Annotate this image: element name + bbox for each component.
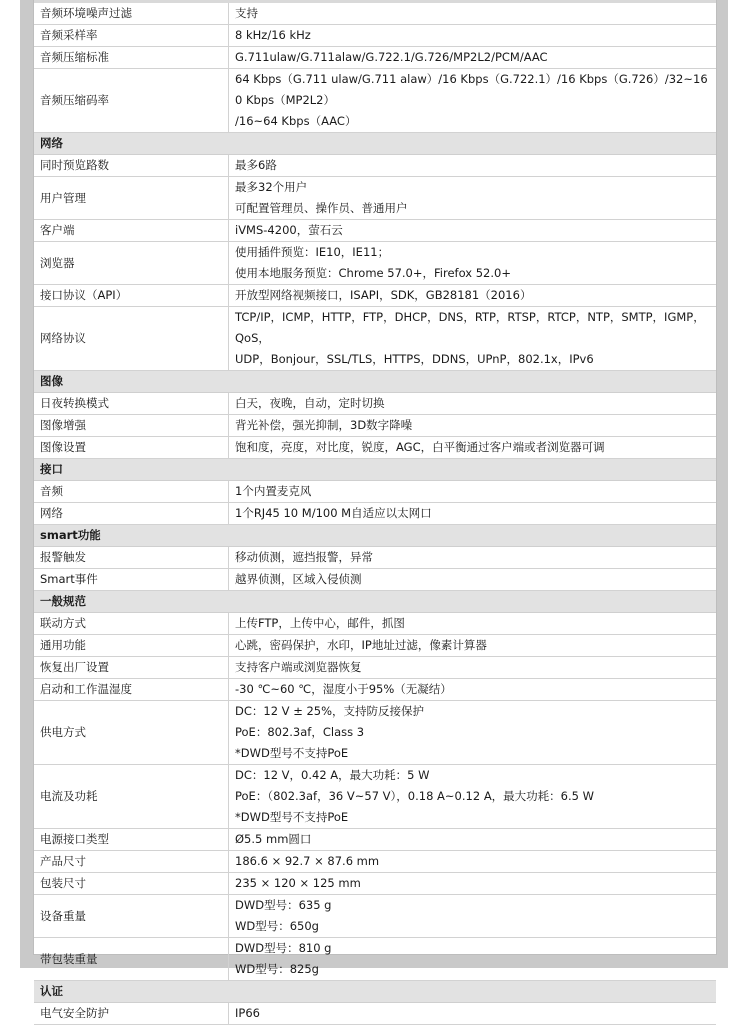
spec-value (229, 242, 717, 285)
spec-value-line: WD型号：825g (235, 962, 319, 976)
spec-value (229, 481, 717, 503)
spec-label: 网络 (34, 503, 229, 525)
spec-row (34, 873, 716, 895)
section-header (34, 591, 716, 613)
spec-row (34, 437, 716, 459)
spec-row (34, 177, 716, 220)
spec-label: 音频压缩码率 (34, 69, 229, 133)
spec-value (229, 765, 717, 829)
section-title: smart功能 (34, 525, 716, 547)
spec-value (229, 657, 717, 679)
spec-label: 音频采样率 (34, 25, 229, 47)
spec-value (229, 415, 717, 437)
spec-label: 联动方式 (34, 613, 229, 635)
spec-value-line: 上传FTP，上传中心，邮件，抓图 (235, 616, 405, 630)
spec-value-line: 使用插件预览：IE10，IE11； (235, 245, 390, 259)
spec-value (229, 547, 717, 569)
spec-value-line: 支持 (235, 6, 258, 20)
spec-label: 电流及功耗 (34, 765, 229, 829)
spec-label: Smart事件 (34, 569, 229, 591)
spec-row (34, 635, 716, 657)
spec-value (229, 1003, 717, 1025)
spec-value-line: UDP，Bonjour，SSL/TLS，HTTPS，DDNS，UPnP，802.1x，IPv6 (235, 352, 594, 366)
spec-label: 恢复出厂设置 (34, 657, 229, 679)
spec-row (34, 3, 716, 25)
spec-row (34, 481, 716, 503)
spec-label: 客户端 (34, 220, 229, 242)
section-header (34, 525, 716, 547)
spec-value-line: 白天，夜晚，自动，定时切换 (235, 396, 385, 410)
spec-row (34, 242, 716, 285)
spec-value (229, 3, 717, 25)
spec-row (34, 851, 716, 873)
spec-label: 电源接口类型 (34, 829, 229, 851)
spec-value-line: 心跳，密码保护，水印，IP地址过滤，像素计算器 (235, 638, 487, 652)
spec-label: 供电方式 (34, 701, 229, 765)
section-title: 图像 (34, 371, 716, 393)
spec-value-line: -30 ℃~60 ℃，湿度小于95%（无凝结） (235, 682, 452, 696)
spec-row (34, 765, 716, 829)
spec-row (34, 829, 716, 851)
spec-value-line: PoE：（802.3af，36 V~57 V），0.18 A~0.12 A，最大功耗：6.5 W (235, 789, 594, 803)
section-header (34, 133, 716, 155)
spec-value (229, 679, 717, 701)
spec-value-line: DWD型号：635 g (235, 898, 332, 912)
spec-label: 网络协议 (34, 307, 229, 371)
spec-value-line: DWD型号：810 g (235, 941, 332, 955)
spec-value-line: 8 kHz/16 kHz (235, 28, 311, 42)
spec-row (34, 1003, 716, 1025)
spec-value (229, 69, 717, 133)
spec-value-line: 越界侦测，区域入侵侦测 (235, 572, 362, 586)
spec-value (229, 220, 717, 242)
spec-value-line: 1个内置麦克风 (235, 484, 312, 498)
spec-value-line: 使用本地服务预览：Chrome 57.0+，Firefox 52.0+ (235, 266, 511, 280)
spec-value-line: DC：12 V ± 25%，支持防反接保护 (235, 704, 425, 718)
spec-value (229, 285, 717, 307)
spec-value (229, 851, 717, 873)
spec-label: 图像增强 (34, 415, 229, 437)
spec-value-line: 开放型网络视频接口，ISAPI，SDK，GB28181（2016） (235, 288, 532, 302)
spec-label: 图像设置 (34, 437, 229, 459)
spec-sheet (33, 0, 717, 1020)
spec-value (229, 437, 717, 459)
spec-row (34, 25, 716, 47)
page-frame (20, 0, 728, 1020)
spec-value (229, 155, 717, 177)
spec-value-line: 背光补偿，强光抑制，3D数字降噪 (235, 418, 413, 432)
spec-value-line: 235 × 120 × 125 mm (235, 876, 361, 890)
spec-label: 浏览器 (34, 242, 229, 285)
spec-value (229, 177, 717, 220)
section-title: 一般规范 (34, 591, 716, 613)
spec-label: 包装尺寸 (34, 873, 229, 895)
section-header (34, 371, 716, 393)
section-title: 认证 (34, 981, 716, 1003)
spec-label: 带包装重量 (34, 938, 229, 981)
spec-value (229, 393, 717, 415)
spec-row (34, 393, 716, 415)
spec-label: 音频 (34, 481, 229, 503)
spec-row (34, 679, 716, 701)
spec-label: 启动和工作温湿度 (34, 679, 229, 701)
spec-value-line: *DWD型号不支持PoE (235, 746, 349, 760)
section-header (34, 981, 716, 1003)
spec-table (34, 3, 716, 1025)
section-title: 网络 (34, 133, 716, 155)
spec-row (34, 613, 716, 635)
spec-value (229, 307, 717, 371)
spec-value-line: DC：12 V，0.42 A，最大功耗：5 W (235, 768, 430, 782)
spec-value (229, 895, 717, 938)
spec-value (229, 701, 717, 765)
spec-label: 用户管理 (34, 177, 229, 220)
spec-value-line: Ø5.5 mm圆口 (235, 832, 312, 846)
spec-row (34, 547, 716, 569)
spec-value-line: 可配置管理员、操作员、普通用户 (235, 201, 408, 215)
spec-value-line: 64 Kbps（G.711 ulaw/G.711 alaw）/16 Kbps（G.722.1）/16 Kbps（G.726）/32~160 Kbps（MP2L2） (235, 72, 708, 107)
spec-value (229, 938, 717, 981)
spec-value-line: 饱和度，亮度，对比度，锐度，AGC，白平衡通过客户端或者浏览器可调 (235, 440, 605, 454)
spec-label: 报警触发 (34, 547, 229, 569)
spec-row (34, 69, 716, 133)
spec-row (34, 569, 716, 591)
spec-table-body (34, 3, 716, 1025)
spec-value-line: 支持客户端或浏览器恢复 (235, 660, 362, 674)
spec-value-line: /16~64 Kbps（AAC） (235, 114, 357, 128)
spec-row (34, 657, 716, 679)
spec-value-line: IP66 (235, 1006, 260, 1020)
spec-label: 音频压缩标准 (34, 47, 229, 69)
spec-row (34, 285, 716, 307)
spec-value (229, 635, 717, 657)
spec-value-line: *DWD型号不支持PoE (235, 810, 349, 824)
spec-value-line: 186.6 × 92.7 × 87.6 mm (235, 854, 380, 868)
spec-value-line: PoE：802.3af，Class 3 (235, 725, 365, 739)
section-header (34, 459, 716, 481)
spec-label: 日夜转换模式 (34, 393, 229, 415)
spec-row (34, 47, 716, 69)
spec-row (34, 220, 716, 242)
spec-label: 产品尺寸 (34, 851, 229, 873)
spec-label: 电气安全防护 (34, 1003, 229, 1025)
spec-value-line: WD型号：650g (235, 919, 319, 933)
spec-value-line: 移动侦测，遮挡报警，异常 (235, 550, 373, 564)
spec-value (229, 829, 717, 851)
spec-label: 设备重量 (34, 895, 229, 938)
spec-row (34, 701, 716, 765)
spec-row (34, 307, 716, 371)
spec-value (229, 613, 717, 635)
spec-value (229, 569, 717, 591)
spec-value (229, 25, 717, 47)
spec-value (229, 47, 717, 69)
spec-value-line: TCP/IP，ICMP，HTTP，FTP，DHCP，DNS，RTP，RTSP，RTCP，NTP，SMTP，IGMP，QoS， (235, 310, 705, 345)
spec-value-line: G.711ulaw/G.711alaw/G.722.1/G.726/MP2L2/PCM/AAC (235, 50, 548, 64)
spec-row (34, 503, 716, 525)
spec-value-line: 最多6路 (235, 158, 277, 172)
spec-value-line: 最多32个用户 (235, 180, 308, 194)
spec-value-line: 1个RJ45 10 M/100 M自适应以太网口 (235, 506, 432, 520)
spec-row (34, 415, 716, 437)
spec-row (34, 155, 716, 177)
spec-row (34, 895, 716, 938)
section-title: 接口 (34, 459, 716, 481)
spec-value (229, 873, 717, 895)
spec-label: 同时预览路数 (34, 155, 229, 177)
spec-value (229, 503, 717, 525)
spec-value-line: iVMS-4200，萤石云 (235, 223, 343, 237)
spec-label: 音频环境噪声过滤 (34, 3, 229, 25)
spec-label: 接口协议（API） (34, 285, 229, 307)
spec-label: 通用功能 (34, 635, 229, 657)
spec-row (34, 938, 716, 981)
